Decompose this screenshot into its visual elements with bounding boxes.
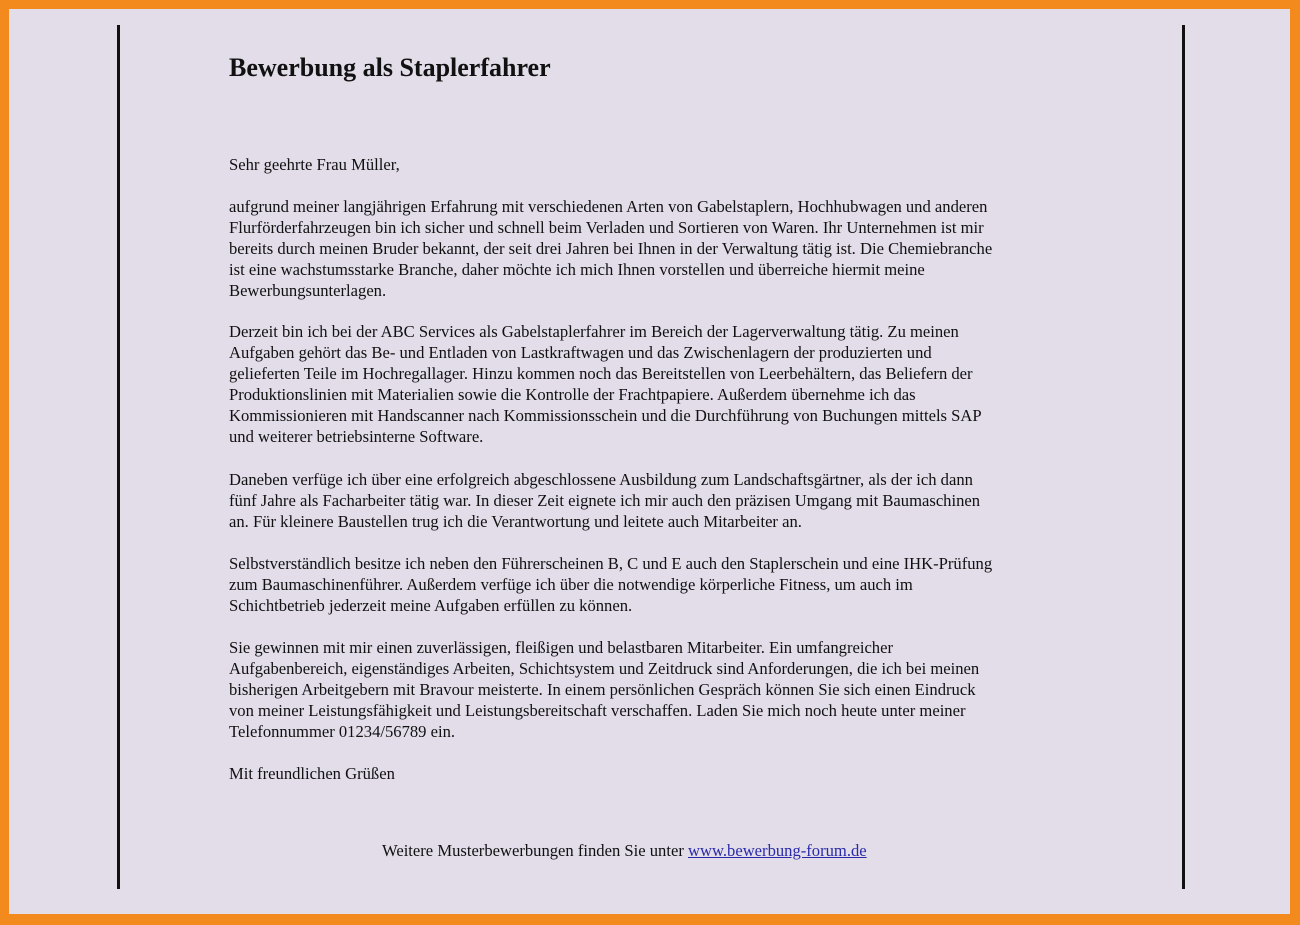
text-line: Derzeit bin ich bei der ABC Services als Gabelstaplerfahrer im Bereich der Lagerverwaltung tätig. Zu meinen	[229, 322, 959, 341]
footer-text: Weitere Musterbewerbungen finden Sie unter	[382, 841, 689, 860]
text-line: bisherigen Arbeitgebern mit Bravour meisterte. In einem persönlichen Gespräch können Sie sich einen Eindruck	[229, 680, 976, 699]
text-line: an. Für kleinere Baustellen trug ich die Verantwortung und leitete auch Mitarbeiter an.	[229, 512, 802, 531]
text-line: Sie gewinnen mit mir einen zuverlässigen, fleißigen und belastbaren Mitarbeiter. Ein umfangreicher	[229, 638, 893, 657]
text-line: Aufgaben gehört das Be- und Entladen von Lastkraftwagen und das Zwischenlagern der produzierten und	[229, 343, 932, 362]
text-line: Kommissionieren mit Handscanner nach Kommissionsschein und die Durchführung von Buchungen mittels SAP	[229, 406, 982, 425]
text-line: Telefonnummer 01234/56789 ein.	[229, 722, 456, 741]
text-line: und weiterer betriebsinterne Software.	[229, 427, 484, 446]
text-line: Schichtbetrieb jederzeit meine Aufgaben erfüllen zu können.	[229, 596, 633, 615]
document-title: Bewerbung als Staplerfahrer	[229, 53, 551, 82]
footer	[382, 841, 867, 861]
text-line: Bewerbungsunterlagen.	[229, 281, 387, 300]
paragraph-2	[229, 321, 982, 447]
paragraph-3	[229, 469, 980, 532]
text-line: Daneben verfüge ich über eine erfolgreich abgeschlossene Ausbildung zum Landschaftsgärtner, als der ich dann	[229, 470, 973, 489]
text-line: gelieferten Teile im Hochregallager. Hinzu kommen noch das Bereitstellen von Leerbehältern, das Beliefern der	[229, 364, 973, 383]
salutation: Sehr geehrte Frau Müller,	[229, 155, 400, 174]
text-line: ist eine wachstumsstarke Branche, daher möchte ich mich Ihnen vorstellen und überreiche hiermit meine	[229, 260, 925, 279]
right-margin-rule	[1182, 25, 1185, 889]
paragraph-1	[229, 196, 992, 301]
text-line: zum Baumaschinenführer. Außerdem verfüge ich über die notwendige körperliche Fitness, um auch im	[229, 575, 913, 594]
footer-link[interactable]: www.bewerbung-forum.de	[688, 841, 867, 860]
text-line: aufgrund meiner langjährigen Erfahrung mit verschiedenen Arten von Gabelstaplern, Hochhubwagen und anderen	[229, 197, 988, 216]
text-line: Flurförderfahrzeugen bin ich sicher und schnell beim Verladen und Sortieren von Waren. Ihr Unternehmen ist mir	[229, 218, 984, 237]
text-line: Produktionslinien mit Materialien sowie die Kontrolle der Frachtpapiere. Außerdem übernehme ich das	[229, 385, 916, 404]
text-line: Selbstverständlich besitze ich neben den Führerscheinen B, C und E auch den Staplerschein und eine IHK-Prüfung	[229, 554, 993, 573]
text-line: Aufgabenbereich, eigenständiges Arbeiten, Schichtsystem und Zeitdruck sind Anforderungen, die ich bei meinen	[229, 659, 980, 678]
left-margin-rule	[117, 25, 120, 889]
closing: Mit freundlichen Grüßen	[229, 764, 395, 783]
paragraph-5	[229, 637, 979, 742]
text-line: fünf Jahre als Facharbeiter tätig war. In dieser Zeit eignete ich mir auch den präzisen Umgang mit Baumaschinen	[229, 491, 981, 510]
document-page	[9, 9, 1290, 914]
text-line: von meiner Leistungsfähigkeit und Leistungsbereitschaft verschaffen. Laden Sie mich noch heute unter meiner	[229, 701, 966, 720]
paragraph-4	[229, 553, 992, 616]
text-line: bereits durch meinen Bruder bekannt, der seit drei Jahren bei Ihnen in der Verwaltung tätig ist. Die Chemiebranche	[229, 239, 993, 258]
